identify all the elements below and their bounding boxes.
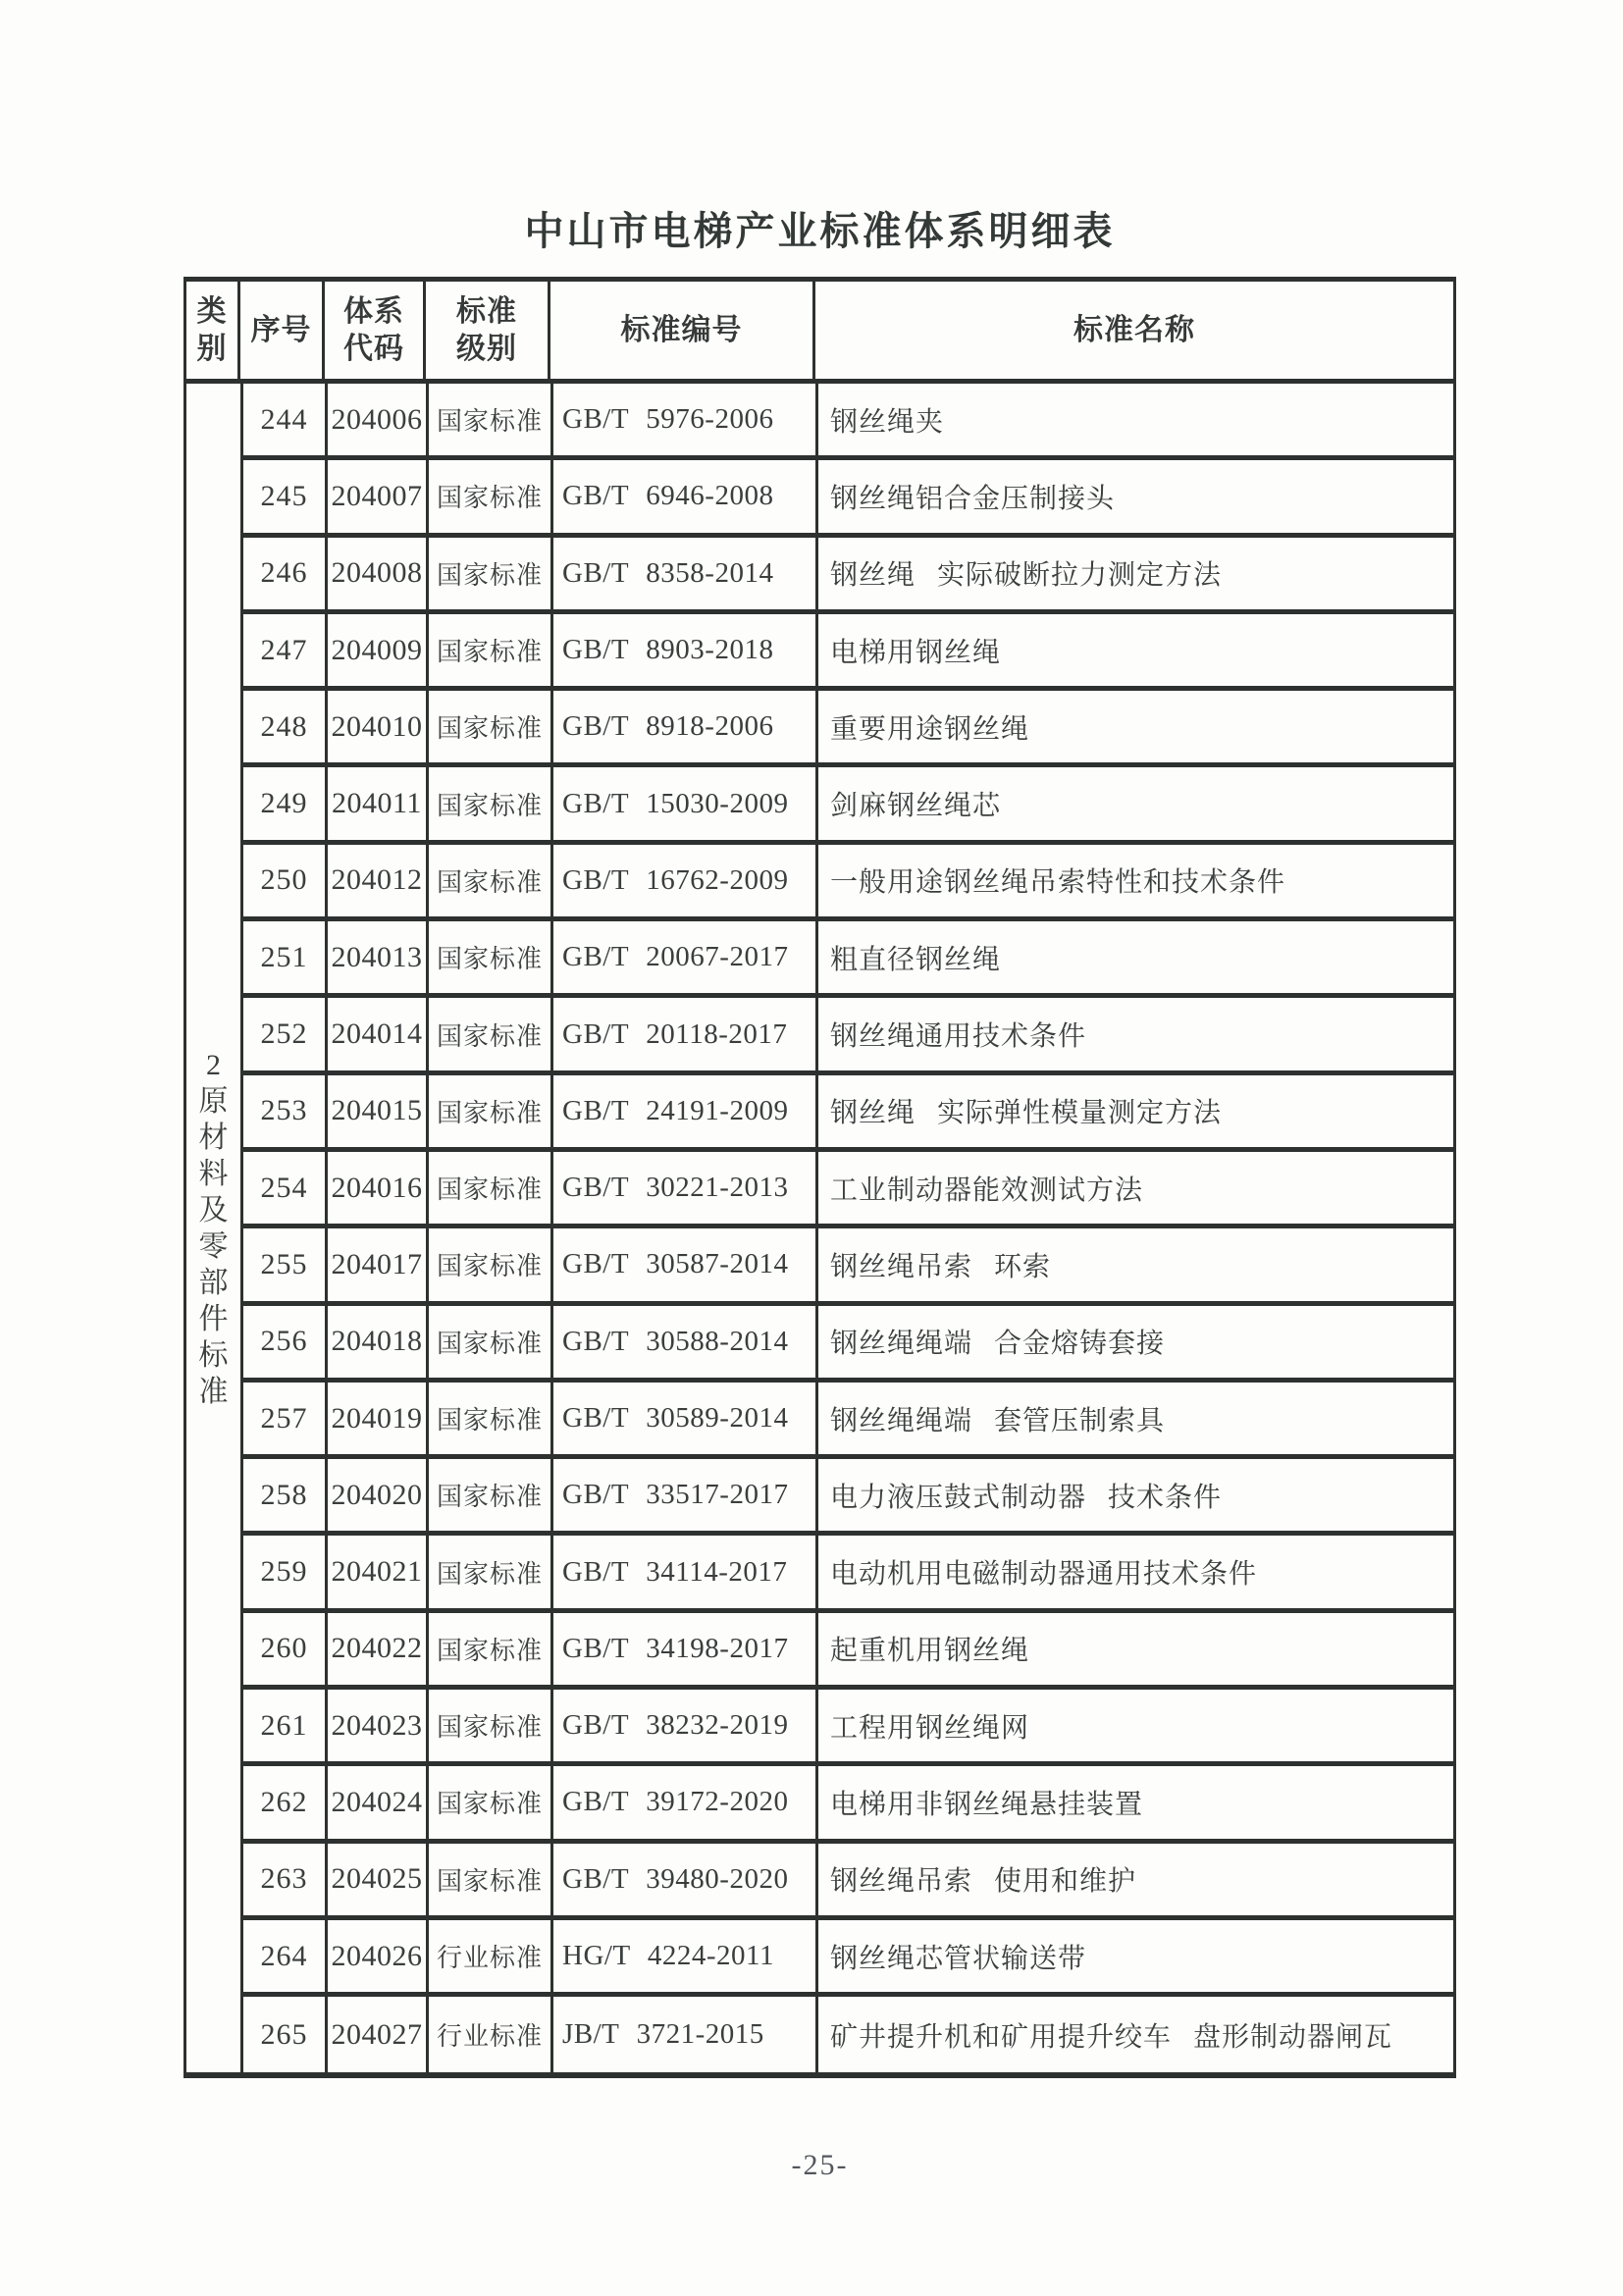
cell-standard-level: 国家标准 xyxy=(429,384,553,455)
table-row xyxy=(243,845,1453,921)
cell-standard-number: GB/T 5976-2006 xyxy=(553,384,818,455)
cell-standard-name: 钢丝绳吊索 环索 xyxy=(830,1251,1052,1282)
cell-standard-number: GB/T 15030-2009 xyxy=(553,767,818,839)
cell-standard-level: 国家标准 xyxy=(429,767,553,839)
cell-standard-number: GB/T 20067-2017 xyxy=(553,921,818,993)
table-row xyxy=(243,1228,1453,1305)
table-row xyxy=(243,691,1453,767)
table-row xyxy=(243,1997,1453,2072)
table-row xyxy=(243,384,1453,460)
cell-standard-number: GB/T 30588-2014 xyxy=(553,1306,818,1378)
cell-system-code: 204019 xyxy=(328,1383,429,1454)
cell-standard-name: 钢丝绳绳端 合金熔铸套接 xyxy=(830,1329,1166,1360)
page-number: -25- xyxy=(791,2149,849,2181)
cell-system-code: 204018 xyxy=(328,1306,429,1378)
cell-standard-name: 钢丝绳 实际弹性模量测定方法 xyxy=(830,1098,1223,1129)
cell-serial: 256 xyxy=(243,1306,328,1378)
table-rows xyxy=(243,384,1453,2072)
table-row xyxy=(243,460,1453,537)
cell-serial: 248 xyxy=(243,691,328,762)
cell-standard-name: 电梯用钢丝绳 xyxy=(830,637,1002,668)
cell-standard-level: 国家标准 xyxy=(429,1613,553,1685)
table-row xyxy=(243,998,1453,1074)
cell-system-code: 204025 xyxy=(328,1844,429,1915)
table-row xyxy=(243,767,1453,844)
cell-standard-name: 粗直径钢丝绳 xyxy=(830,944,1002,975)
cell-standard-name: 重要用途钢丝绳 xyxy=(830,713,1030,745)
cell-standard-number: GB/T 30587-2014 xyxy=(553,1228,818,1300)
table-header-row xyxy=(186,282,1453,384)
cell-serial: 264 xyxy=(243,1920,328,1992)
cell-standard-level: 国家标准 xyxy=(429,1844,553,1915)
table-row xyxy=(243,1536,1453,1612)
cell-standard-name: 钢丝绳夹 xyxy=(830,406,945,438)
cell-serial: 255 xyxy=(243,1228,328,1300)
header-serial: 序号 xyxy=(240,282,325,379)
cell-standard-number: GB/T 8358-2014 xyxy=(553,538,818,609)
table-row xyxy=(243,1766,1453,1843)
table-body xyxy=(186,384,1453,2072)
cell-system-code: 204017 xyxy=(328,1228,429,1300)
cell-serial: 251 xyxy=(243,921,328,993)
cell-standard-name: 剑麻钢丝绳芯 xyxy=(830,791,1002,822)
cell-serial: 246 xyxy=(243,538,328,609)
cell-standard-name: 电动机用电磁制动器通用技术条件 xyxy=(830,1559,1258,1591)
cell-standard-level: 国家标准 xyxy=(429,1306,553,1378)
cell-standard-level: 国家标准 xyxy=(429,691,553,762)
table-row xyxy=(243,1306,1453,1383)
cell-serial: 244 xyxy=(243,384,328,455)
header-standard-number: 标准编号 xyxy=(550,282,815,379)
cell-standard-name: 钢丝绳芯管状输送带 xyxy=(830,1943,1087,1974)
table-row xyxy=(243,1844,1453,1920)
category-vertical-label: 2 原 材 料 及 零 部 件 标 准 xyxy=(198,1048,229,1408)
cell-system-code: 204022 xyxy=(328,1613,429,1685)
cell-standard-number: GB/T 39172-2020 xyxy=(553,1766,818,1838)
cell-serial: 263 xyxy=(243,1844,328,1915)
table-row xyxy=(243,538,1453,614)
table-row xyxy=(243,1383,1453,1459)
cell-standard-name: 钢丝绳通用技术条件 xyxy=(830,1021,1087,1053)
cell-system-code: 204016 xyxy=(328,1152,429,1224)
cell-standard-level: 国家标准 xyxy=(429,1459,553,1531)
cell-standard-number: GB/T 20118-2017 xyxy=(553,998,818,1070)
cell-standard-level: 国家标准 xyxy=(429,1766,553,1838)
cell-serial: 262 xyxy=(243,1766,328,1838)
cell-standard-name: 电力液压鼓式制动器 技术条件 xyxy=(830,1482,1223,1513)
header-category: 类别 xyxy=(186,282,240,379)
cell-standard-number: HG/T 4224-2011 xyxy=(553,1920,818,1992)
cell-serial: 250 xyxy=(243,845,328,916)
cell-standard-number: GB/T 33517-2017 xyxy=(553,1459,818,1531)
cell-standard-name: 工程用钢丝绳网 xyxy=(830,1712,1030,1744)
header-standard-name: 标准名称 xyxy=(1073,313,1195,346)
cell-standard-number: GB/T 34198-2017 xyxy=(553,1613,818,1685)
cell-system-code: 204024 xyxy=(328,1766,429,1838)
cell-serial: 258 xyxy=(243,1459,328,1531)
cell-system-code: 204007 xyxy=(328,460,429,532)
table-row xyxy=(243,1690,1453,1766)
cell-standard-name: 钢丝绳 实际破断拉力测定方法 xyxy=(830,560,1223,592)
cell-serial: 254 xyxy=(243,1152,328,1224)
header-system-code: 体系代码 xyxy=(325,282,426,379)
table-row xyxy=(243,1075,1453,1152)
table-row xyxy=(243,921,1453,998)
cell-standard-number: GB/T 6946-2008 xyxy=(553,460,818,532)
cell-standard-number: GB/T 34114-2017 xyxy=(553,1536,818,1607)
cell-standard-number: GB/T 24191-2009 xyxy=(553,1075,818,1147)
cell-standard-number: GB/T 8918-2006 xyxy=(553,691,818,762)
cell-standard-level: 国家标准 xyxy=(429,1228,553,1300)
cell-serial: 259 xyxy=(243,1536,328,1607)
cell-standard-level: 国家标准 xyxy=(429,845,553,916)
cell-standard-name: 一般用途钢丝绳吊索特性和技术条件 xyxy=(830,867,1286,899)
cell-standard-name: 电梯用非钢丝绳悬挂装置 xyxy=(830,1789,1144,1820)
cell-system-code: 204006 xyxy=(328,384,429,455)
cell-system-code: 204014 xyxy=(328,998,429,1070)
cell-standard-name: 钢丝绳绳端 套管压制索具 xyxy=(830,1405,1166,1436)
cell-standard-number: GB/T 16762-2009 xyxy=(553,845,818,916)
cell-serial: 247 xyxy=(243,614,328,686)
cell-serial: 261 xyxy=(243,1690,328,1761)
cell-system-code: 204008 xyxy=(328,538,429,609)
cell-standard-level: 行业标准 xyxy=(429,1997,553,2072)
cell-system-code: 204026 xyxy=(328,1920,429,1992)
cell-standard-number: GB/T 38232-2019 xyxy=(553,1690,818,1761)
cell-system-code: 204013 xyxy=(328,921,429,993)
cell-standard-level: 国家标准 xyxy=(429,1075,553,1147)
cell-system-code: 204021 xyxy=(328,1536,429,1607)
cell-system-code: 204011 xyxy=(328,767,429,839)
cell-standard-level: 行业标准 xyxy=(429,1920,553,1992)
cell-system-code: 204012 xyxy=(328,845,429,916)
cell-serial: 245 xyxy=(243,460,328,532)
table-row xyxy=(243,1920,1453,1997)
cell-system-code: 204023 xyxy=(328,1690,429,1761)
table-row xyxy=(243,1613,1453,1690)
cell-standard-number: GB/T 39480-2020 xyxy=(553,1844,818,1915)
cell-standard-name: 钢丝绳吊索 使用和维护 xyxy=(830,1866,1137,1898)
category-merged-cell xyxy=(186,384,243,2072)
cell-serial: 252 xyxy=(243,998,328,1070)
table-row xyxy=(243,614,1453,691)
cell-standard-level: 国家标准 xyxy=(429,614,553,686)
cell-standard-name: 矿井提升机和矿用提升绞车 盘形制动器闸瓦 xyxy=(830,2021,1393,2053)
standards-table xyxy=(183,277,1456,2078)
cell-standard-name: 起重机用钢丝绳 xyxy=(830,1636,1030,1667)
header-standard-level: 标准级别 xyxy=(426,282,550,379)
cell-system-code: 204015 xyxy=(328,1075,429,1147)
cell-serial: 260 xyxy=(243,1613,328,1685)
cell-system-code: 204009 xyxy=(328,614,429,686)
cell-system-code: 204020 xyxy=(328,1459,429,1531)
cell-serial: 249 xyxy=(243,767,328,839)
cell-standard-number: GB/T 8903-2018 xyxy=(553,614,818,686)
table-row xyxy=(243,1459,1453,1536)
cell-standard-level: 国家标准 xyxy=(429,1690,553,1761)
table-row xyxy=(243,1152,1453,1228)
cell-serial: 253 xyxy=(243,1075,328,1147)
cell-standard-name: 钢丝绳铝合金压制接头 xyxy=(830,483,1116,514)
cell-standard-number: GB/T 30589-2014 xyxy=(553,1383,818,1454)
cell-serial: 257 xyxy=(243,1383,328,1454)
cell-standard-level: 国家标准 xyxy=(429,1536,553,1607)
cell-serial: 265 xyxy=(243,1997,328,2072)
cell-standard-level: 国家标准 xyxy=(429,1383,553,1454)
cell-standard-level: 国家标准 xyxy=(429,998,553,1070)
cell-standard-level: 国家标准 xyxy=(429,538,553,609)
cell-standard-name: 工业制动器能效测试方法 xyxy=(830,1174,1144,1206)
cell-standard-level: 国家标准 xyxy=(429,921,553,993)
cell-standard-number: GB/T 30221-2013 xyxy=(553,1152,818,1224)
cell-standard-number: JB/T 3721-2015 xyxy=(553,1997,818,2072)
cell-system-code: 204027 xyxy=(328,1997,429,2072)
cell-standard-level: 国家标准 xyxy=(429,460,553,532)
cell-system-code: 204010 xyxy=(328,691,429,762)
cell-standard-level: 国家标准 xyxy=(429,1152,553,1224)
page-title: 中山市电梯产业标准体系明细表 xyxy=(524,209,1116,253)
